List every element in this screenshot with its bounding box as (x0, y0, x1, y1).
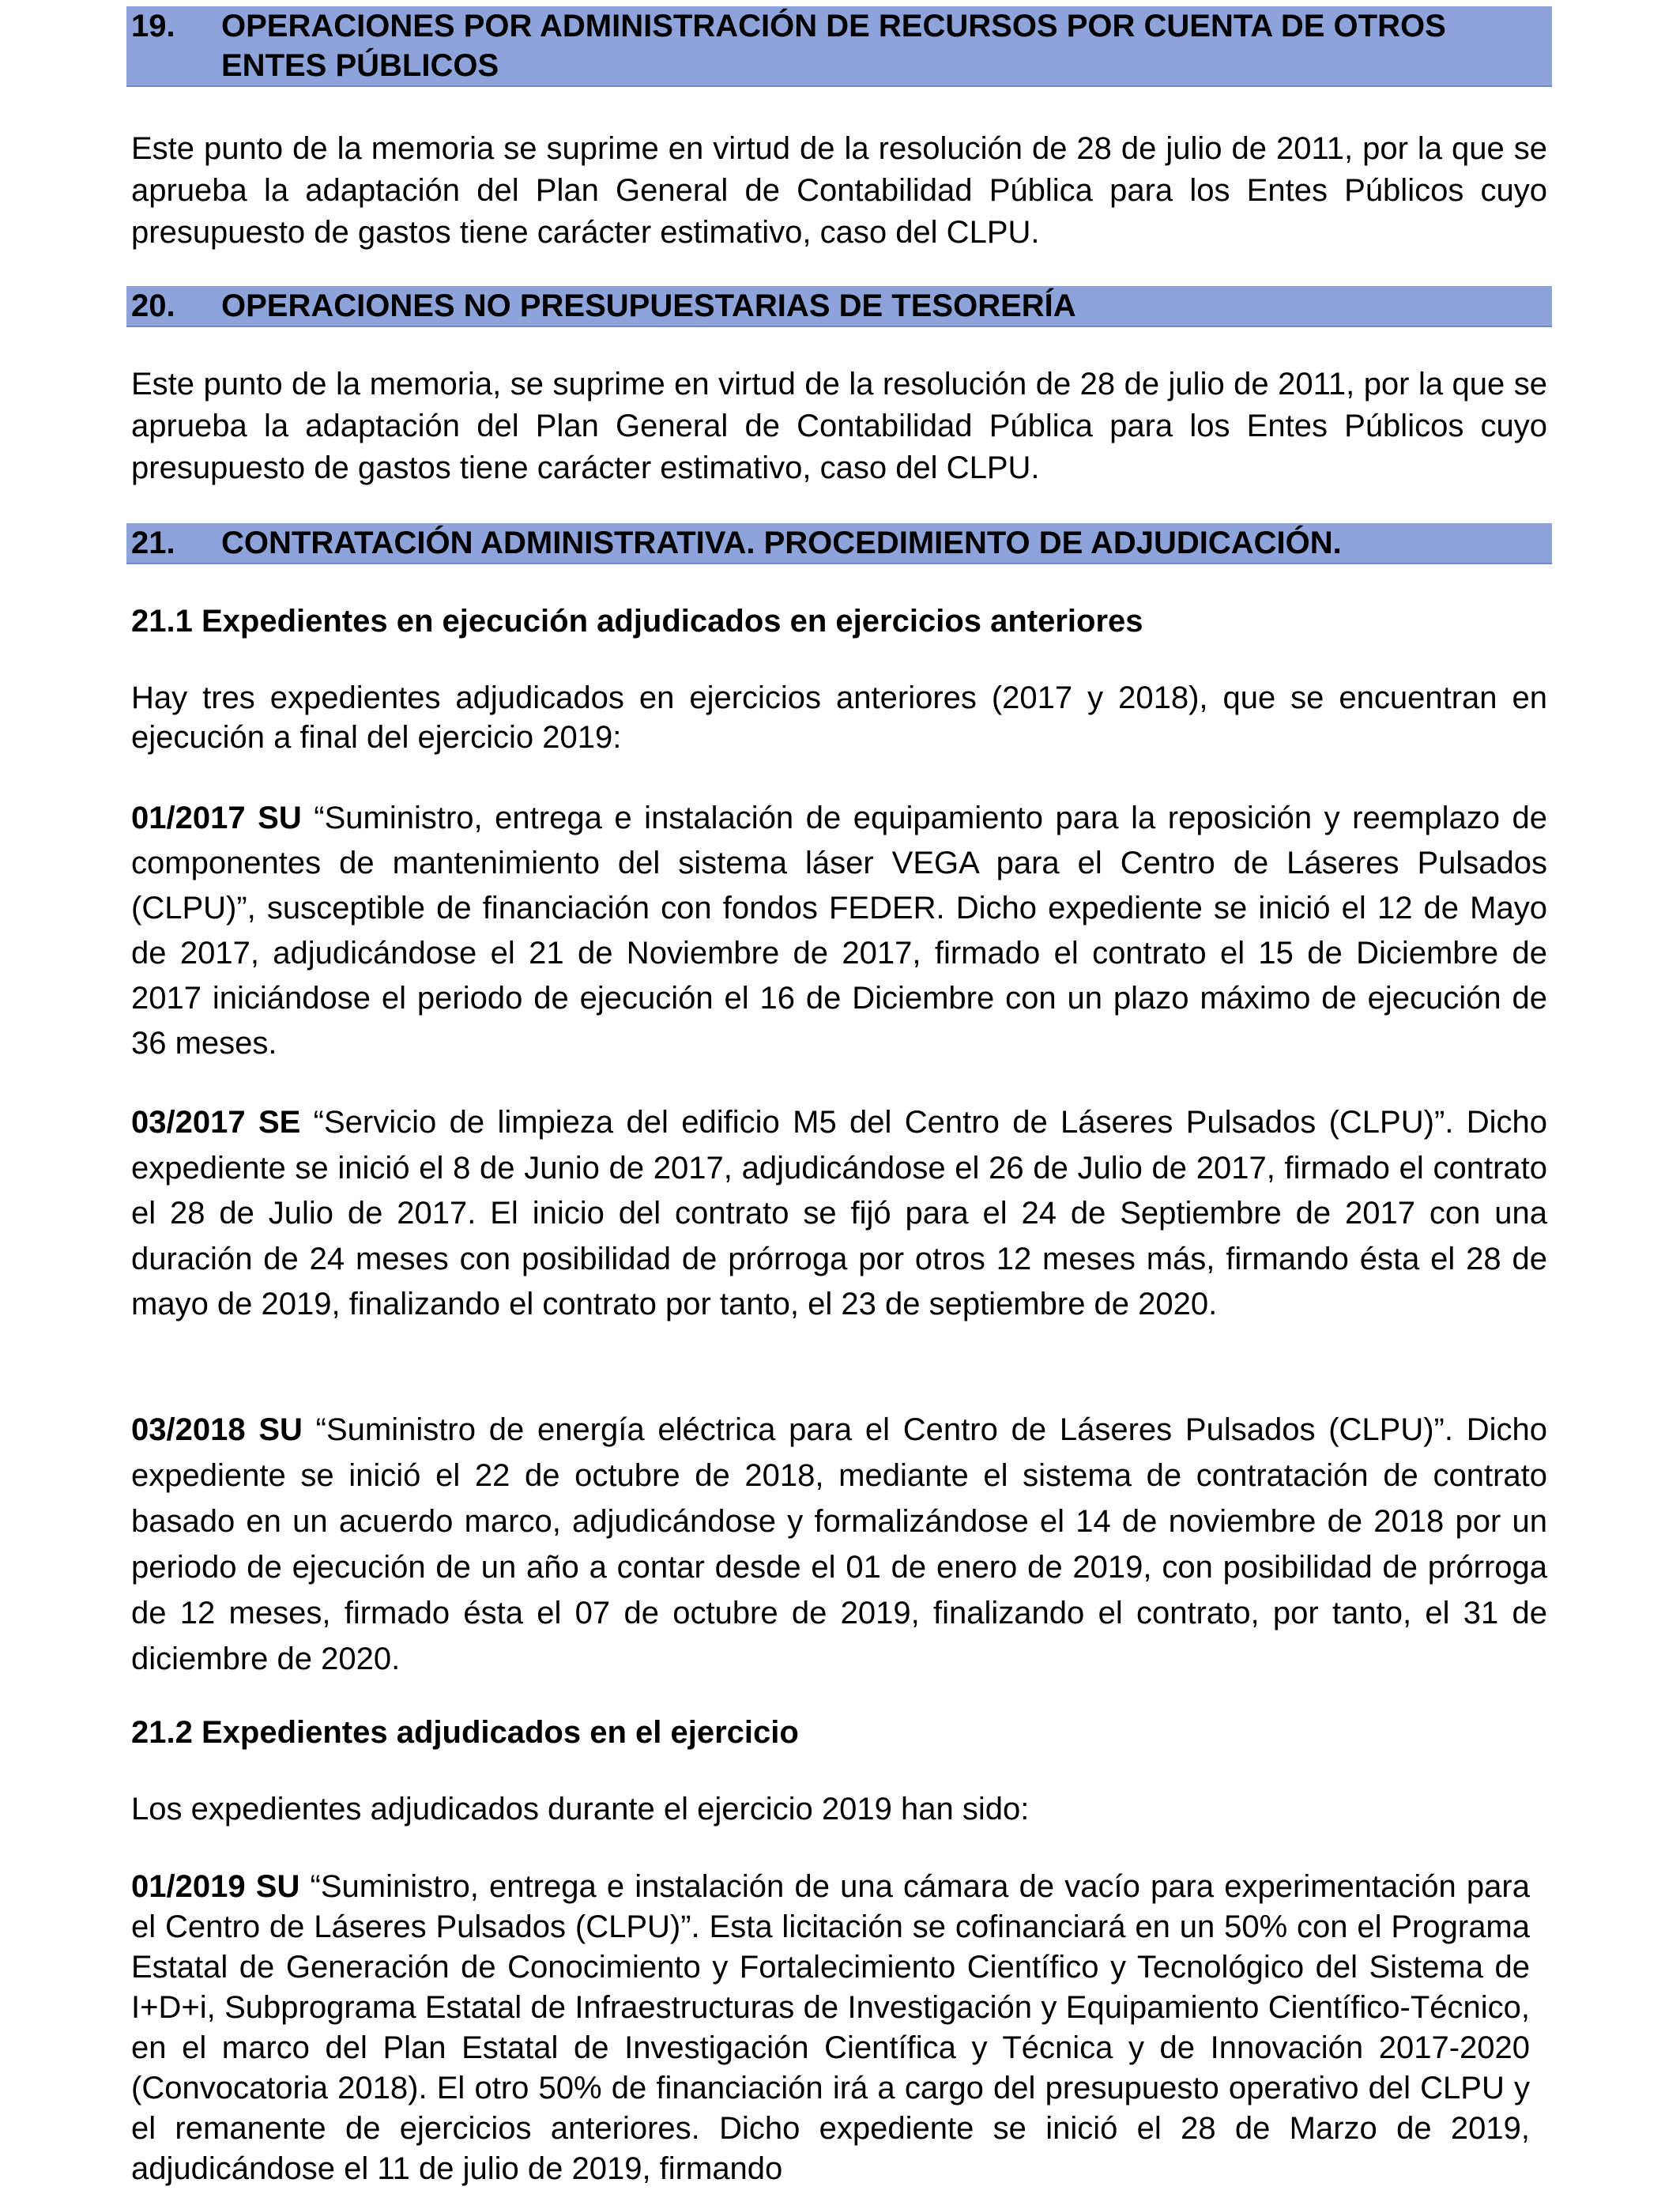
contract-code: 01/2017 SU (131, 801, 302, 835)
section-title: OPERACIONES NO PRESUPUESTARIAS DE TESORERÍA (221, 288, 1076, 323)
section-title: CONTRATACIÓN ADMINISTRATIVA. PROCEDIMIENTO DE ADJUDICACIÓN. (221, 526, 1342, 560)
section-body-19: Este punto de la memoria se suprime en virtud de la resolución de 28 de julio de 2011, por la que se aprueba la adaptación del Plan General de Contabilidad Pública para los Entes Públicos cuyo presupuesto de gastos tiene carácter estimativo, caso del CLPU. (131, 131, 1547, 250)
contract-description: “Suministro, entrega e instalación de una cámara de vacío para experimentación para el Centro de Láseres Pulsados (CLPU)”. Esta licitación se cofinanciará en un 50% con el Programa Estatal de Generación de Conocimiento y Fortalecimiento Científico y Tecnológico del Sistema de I+D+i, Subprograma Estatal de Infraestructuras de Investigación y Equipamiento Científico-Técnico, en el marco del Plan Estatal de Investigación Científica y Técnica y de Innovación 2017-2020 (Convocatoria 2018). El otro 50% de financiación irá a cargo del presupuesto operativo del CLPU y el remanente de ejercicios anteriores. Dicho expediente se inició el 28 de Marzo de 2019, adjudicándose el 11 de julio de 2019, firmando (131, 1869, 1530, 2186)
contract-description: “Suministro de energía eléctrica para el Centro de Láseres Pulsados (CLPU)”. Dicho expediente se inició el 22 de octubre de 2018, mediante el sistema de contratación de contrato basado en un acuerdo marco, adjudicándose y formalizándose el 14 de noviembre de 2018 por un periodo de ejecución de un año a contar desde el 01 de enero de 2019, con posibilidad de prórroga de 12 meses, firmado ésta el 07 de octubre de 2019, finalizando el contrato, por tanto, el 31 de diciembre de 2020. (131, 1412, 1547, 1676)
contract-code: 03/2017 SE (131, 1105, 301, 1140)
subsection-intro-21-1: Hay tres expedientes adjudicados en ejercicios anteriores (2017 y 2018), que se encuentran en ejecución a final del ejercicio 2019: (131, 680, 1547, 755)
section-heading-21 (126, 523, 1552, 564)
section-heading-19 (126, 6, 1552, 87)
contract-item-01-2019-su (131, 1867, 1530, 2189)
section-number: 20. (131, 288, 175, 323)
contract-code: 01/2019 SU (131, 1869, 300, 1904)
section-title: OPERACIONES POR ADMINISTRACIÓN DE RECURSOS POR CUENTA DE OTROS ENTES PÚBLICOS (221, 9, 1446, 83)
contract-description: “Suministro, entrega e instalación de equipamiento para la reposición y reemplazo de componentes de mantenimiento del sistema láser VEGA para el Centro de Láseres Pulsados (CLPU)”, susceptible de financiación con fondos FEDER. Dicho expediente se inició el 12 de Mayo de 2017, adjudicándose el 21 de Noviembre de 2017, firmado el contrato el 15 de Diciembre de 2017 iniciándose el periodo de ejecución el 16 de Diciembre con un plazo máximo de ejecución de 36 meses. (131, 801, 1547, 1061)
contract-item-03-2017-se (131, 1100, 1547, 1328)
section-heading-20 (126, 286, 1552, 327)
contract-item-01-2017-su (131, 796, 1547, 1066)
section-number: 19. (131, 9, 175, 43)
subsection-intro-21-2: Los expedientes adjudicados durante el ejercicio 2019 han sido: (131, 1792, 1030, 1826)
contract-description: “Servicio de limpieza del edificio M5 del Centro de Láseres Pulsados (CLPU)”. Dicho expediente se inició el 8 de Junio de 2017, adjudicándose el 26 de Julio de 2017, firmado el contrato el 28 de Julio de 2017. El inicio del contrato se fijó para el 24 de Septiembre de 2017 con una duración de 24 meses con posibilidad de prórroga por otros 12 meses más, firmando ésta el 28 de mayo de 2019, finalizando el contrato por tanto, el 23 de septiembre de 2020. (131, 1105, 1547, 1321)
section-number: 21. (131, 526, 175, 560)
contract-code: 03/2018 SU (131, 1412, 303, 1447)
subsection-title-21-2: 21.2 Expedientes adjudicados en el ejercicio (131, 1715, 799, 1750)
section-body-20: Este punto de la memoria, se suprime en virtud de la resolución de 28 de julio de 2011, por la que se aprueba la adaptación del Plan General de Contabilidad Pública para los Entes Públicos cuyo presupuesto de gastos tiene carácter estimativo, caso del CLPU. (131, 367, 1547, 485)
subsection-title-21-1: 21.1 Expedientes en ejecución adjudicados en ejercicios anteriores (131, 604, 1143, 639)
contract-item-03-2018-su (131, 1407, 1547, 1682)
